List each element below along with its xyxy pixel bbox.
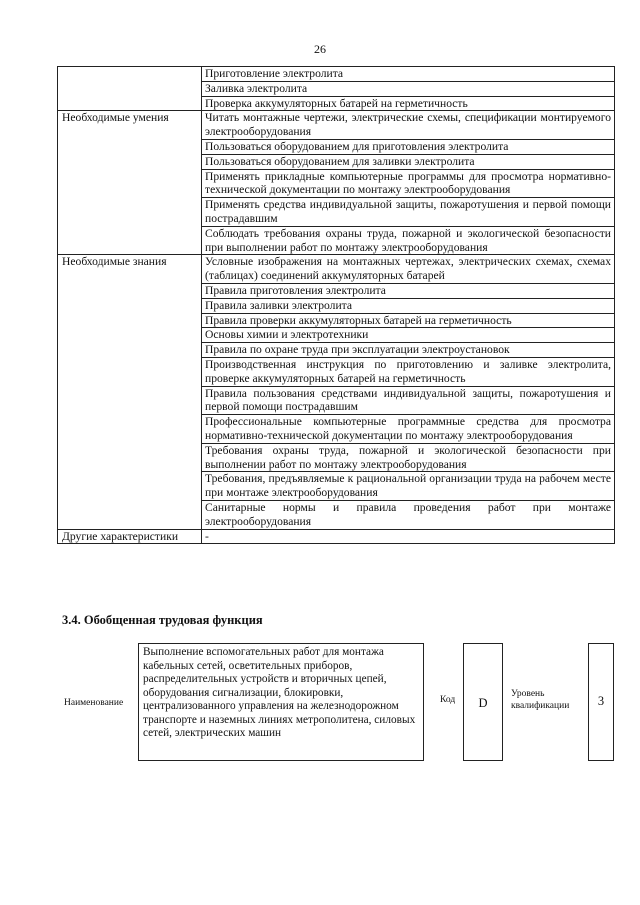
row-item: Правила пользования средствами индивидуальной защиты, пожаротушения и первой помощи пострадавшим [202,386,615,415]
row-label: Необходимые умения [58,111,202,255]
row-item: Основы химии и электротехники [202,328,615,343]
page-number: 26 [314,42,326,56]
row-item: Пользоваться оборудованием для приготовления электролита [202,139,615,154]
row-item: Проверка аккумуляторных батарей на герметичность [202,96,615,111]
row-item: Требования охраны труда, пожарной и экологической безопасности при выполнении работ по монтажу электрооборудования [202,443,615,472]
row-item: Правила приготовления электролита [202,283,615,298]
row-label: Необходимые знания [58,255,202,529]
qualification-level-label: Уровень квалификации [511,689,570,711]
row-item: Правила проверки аккумуляторных батарей на герметичность [202,313,615,328]
function-code-value: D [463,643,503,761]
row-item: - [202,529,615,544]
row-item: Применять прикладные компьютерные программы для просмотра нормативно-технической документации по монтажу электрооборудования [202,169,615,198]
row-item: Читать монтажные чертежи, электрические схемы, спецификации монтируемого электрооборудования [202,111,615,140]
row-label [58,67,202,111]
row-item: Применять средства индивидуальной защиты, пожаротушения и первой помощи пострадавшим [202,198,615,227]
row-item: Соблюдать требования охраны труда, пожарной и экологической безопасности при выполнении работ по монтажу электрооборудования [202,226,615,255]
qualification-level-value: 3 [588,643,614,761]
row-item: Правила заливки электролита [202,298,615,313]
function-code-label: Код [440,695,456,705]
table-row [58,111,615,140]
row-label: Другие характеристики [58,529,202,544]
row-item: Пользоваться оборудованием для заливки электролита [202,154,615,169]
row-item: Санитарные нормы и правила проведения работ при монтаже электрооборудования [202,500,615,529]
table-row [58,255,615,284]
table-row [58,67,615,82]
competency-table [57,66,615,544]
row-item: Заливка электролита [202,81,615,96]
row-item: Условные изображения на монтажных чертежах, электрических схемах, схемах (таблицах) соединений аккумуляторных батарей [202,255,615,284]
row-item: Требования, предъявляемые к рациональной организации труда на рабочем месте при монтаже электрооборудования [202,472,615,501]
competency-table-body [58,67,615,544]
function-name-label: Наименование [64,698,124,708]
row-item: Профессиональные компьютерные программные средства для просмотра нормативно-технической документации по монтажу электрооборудования [202,415,615,444]
section-title: 3.4. Обобщенная трудовая функция [62,613,263,627]
table-row [58,529,615,544]
row-item: Производственная инструкция по приготовлению и заливке электролита, проверке аккумуляторных батарей на герметичность [202,357,615,386]
function-name-value: Выполнение вспомогательных работ для монтажа кабельных сетей, осветительных приборов, распределительных устройств и вторичных цепей, оборудования сигнализации, блокировки, централизованного управления на железнодорожном транспорте и наземных линиях метрополитена, силовых сетей, электрических машин [138,643,424,761]
row-item: Приготовление электролита [202,67,615,82]
row-item: Правила по охране труда при эксплуатации электроустановок [202,343,615,358]
